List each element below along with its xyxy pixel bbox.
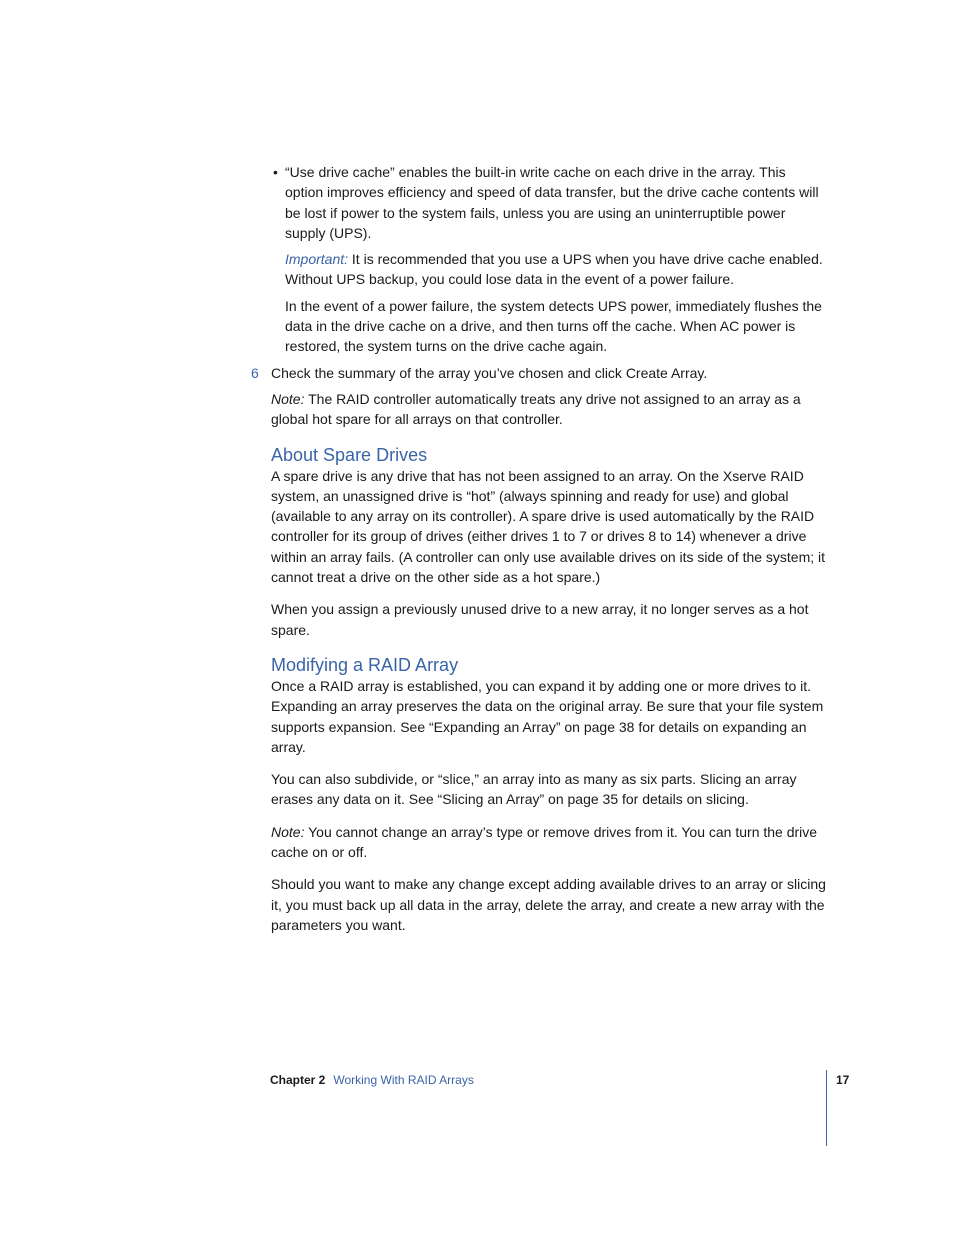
important-label: Important: — [285, 251, 349, 268]
footer-divider — [826, 1070, 827, 1146]
modifying-paragraph-3: Should you want to make any change except adding available drives to an array or slicing it, you must back up all data in the array, delete the array, and create a new array with the parameters you want. — [271, 876, 826, 933]
note-text: The RAID controller automatically treats any drive not assigned to an array as a global hot spare for all arrays on that controller. — [271, 390, 801, 428]
note-text: You cannot change an array’s type or remove drives from it. You can turn the drive cache on or off. — [271, 823, 818, 861]
power-failure-paragraph: In the event of a power failure, the system detects UPS power, immediately flushes the data in the drive cache on a drive, and then turns off the cache. When AC power is restored, the system turns on the drive cache again. — [285, 297, 822, 355]
note-label: Note: — [271, 823, 305, 840]
modifying-paragraph-2: You can also subdivide, or “slice,” an array into as many as six parts. Slicing an array erases any data on it. See “Slicing an Array” on page 35 for details on slicing. — [271, 771, 797, 808]
page-content — [251, 162, 827, 935]
important-paragraph — [285, 249, 827, 290]
chapter-title: Working With RAID Arrays — [333, 1073, 474, 1087]
step-number: 6 — [251, 364, 259, 381]
note-array-type — [271, 822, 827, 863]
step-text: Check the summary of the array you’ve chosen and click Create Array. — [271, 364, 708, 381]
spare-drives-paragraph-2: When you assign a previously unused drive to a new array, it no longer serves as a hot spare. — [271, 601, 809, 638]
page-number: 17 — [836, 1073, 850, 1087]
step-6 — [251, 363, 827, 383]
note-label: Note: — [271, 390, 305, 407]
drive-cache-paragraph: “Use drive cache” enables the built-in write cache on each drive in the array. This option improves efficiency and speed of data transfer, but the drive cache contents will be lost if power to the system fails, unless you are using an uninterruptible power supply (UPS). — [285, 164, 819, 241]
heading-about-spare-drives: About Spare Drives — [271, 444, 428, 465]
footer-chapter — [270, 1072, 474, 1088]
note-hot-spare — [271, 389, 827, 430]
bullet-body — [285, 162, 827, 357]
bullet-item-drive-cache — [273, 162, 827, 357]
modifying-paragraph-1: Once a RAID array is established, you can expand it by adding one or more drives to it. Expanding an array preserves the data on the original array. Be sure that your file system supports expansion. See “Expanding an Array” on page 38 for details on expanding an array. — [271, 677, 824, 755]
heading-modifying-raid-array: Modifying a RAID Array — [271, 654, 459, 675]
spare-drives-paragraph-1: A spare drive is any drive that has not been assigned to an array. On the Xserve RAID system, an unassigned drive is “hot” (always spinning and ready for use) and global (available to any array on its controller). A spare drive is used automatically by the RAID controller for its group of drives (either drives 1 to 7 or drives 8 to 14) whenever a drive within an array fails. (A controller can only use available drives on its side of the system; it cannot treat a drive on the other side as a hot spare.) — [271, 467, 826, 586]
chapter-label: Chapter 2 — [270, 1073, 326, 1087]
important-text: It is recommended that you use a UPS when you have drive cache enabled. Without UPS backup, you could lose data in the event of a power failure. — [285, 251, 823, 288]
bullet-mark: • — [273, 164, 278, 180]
